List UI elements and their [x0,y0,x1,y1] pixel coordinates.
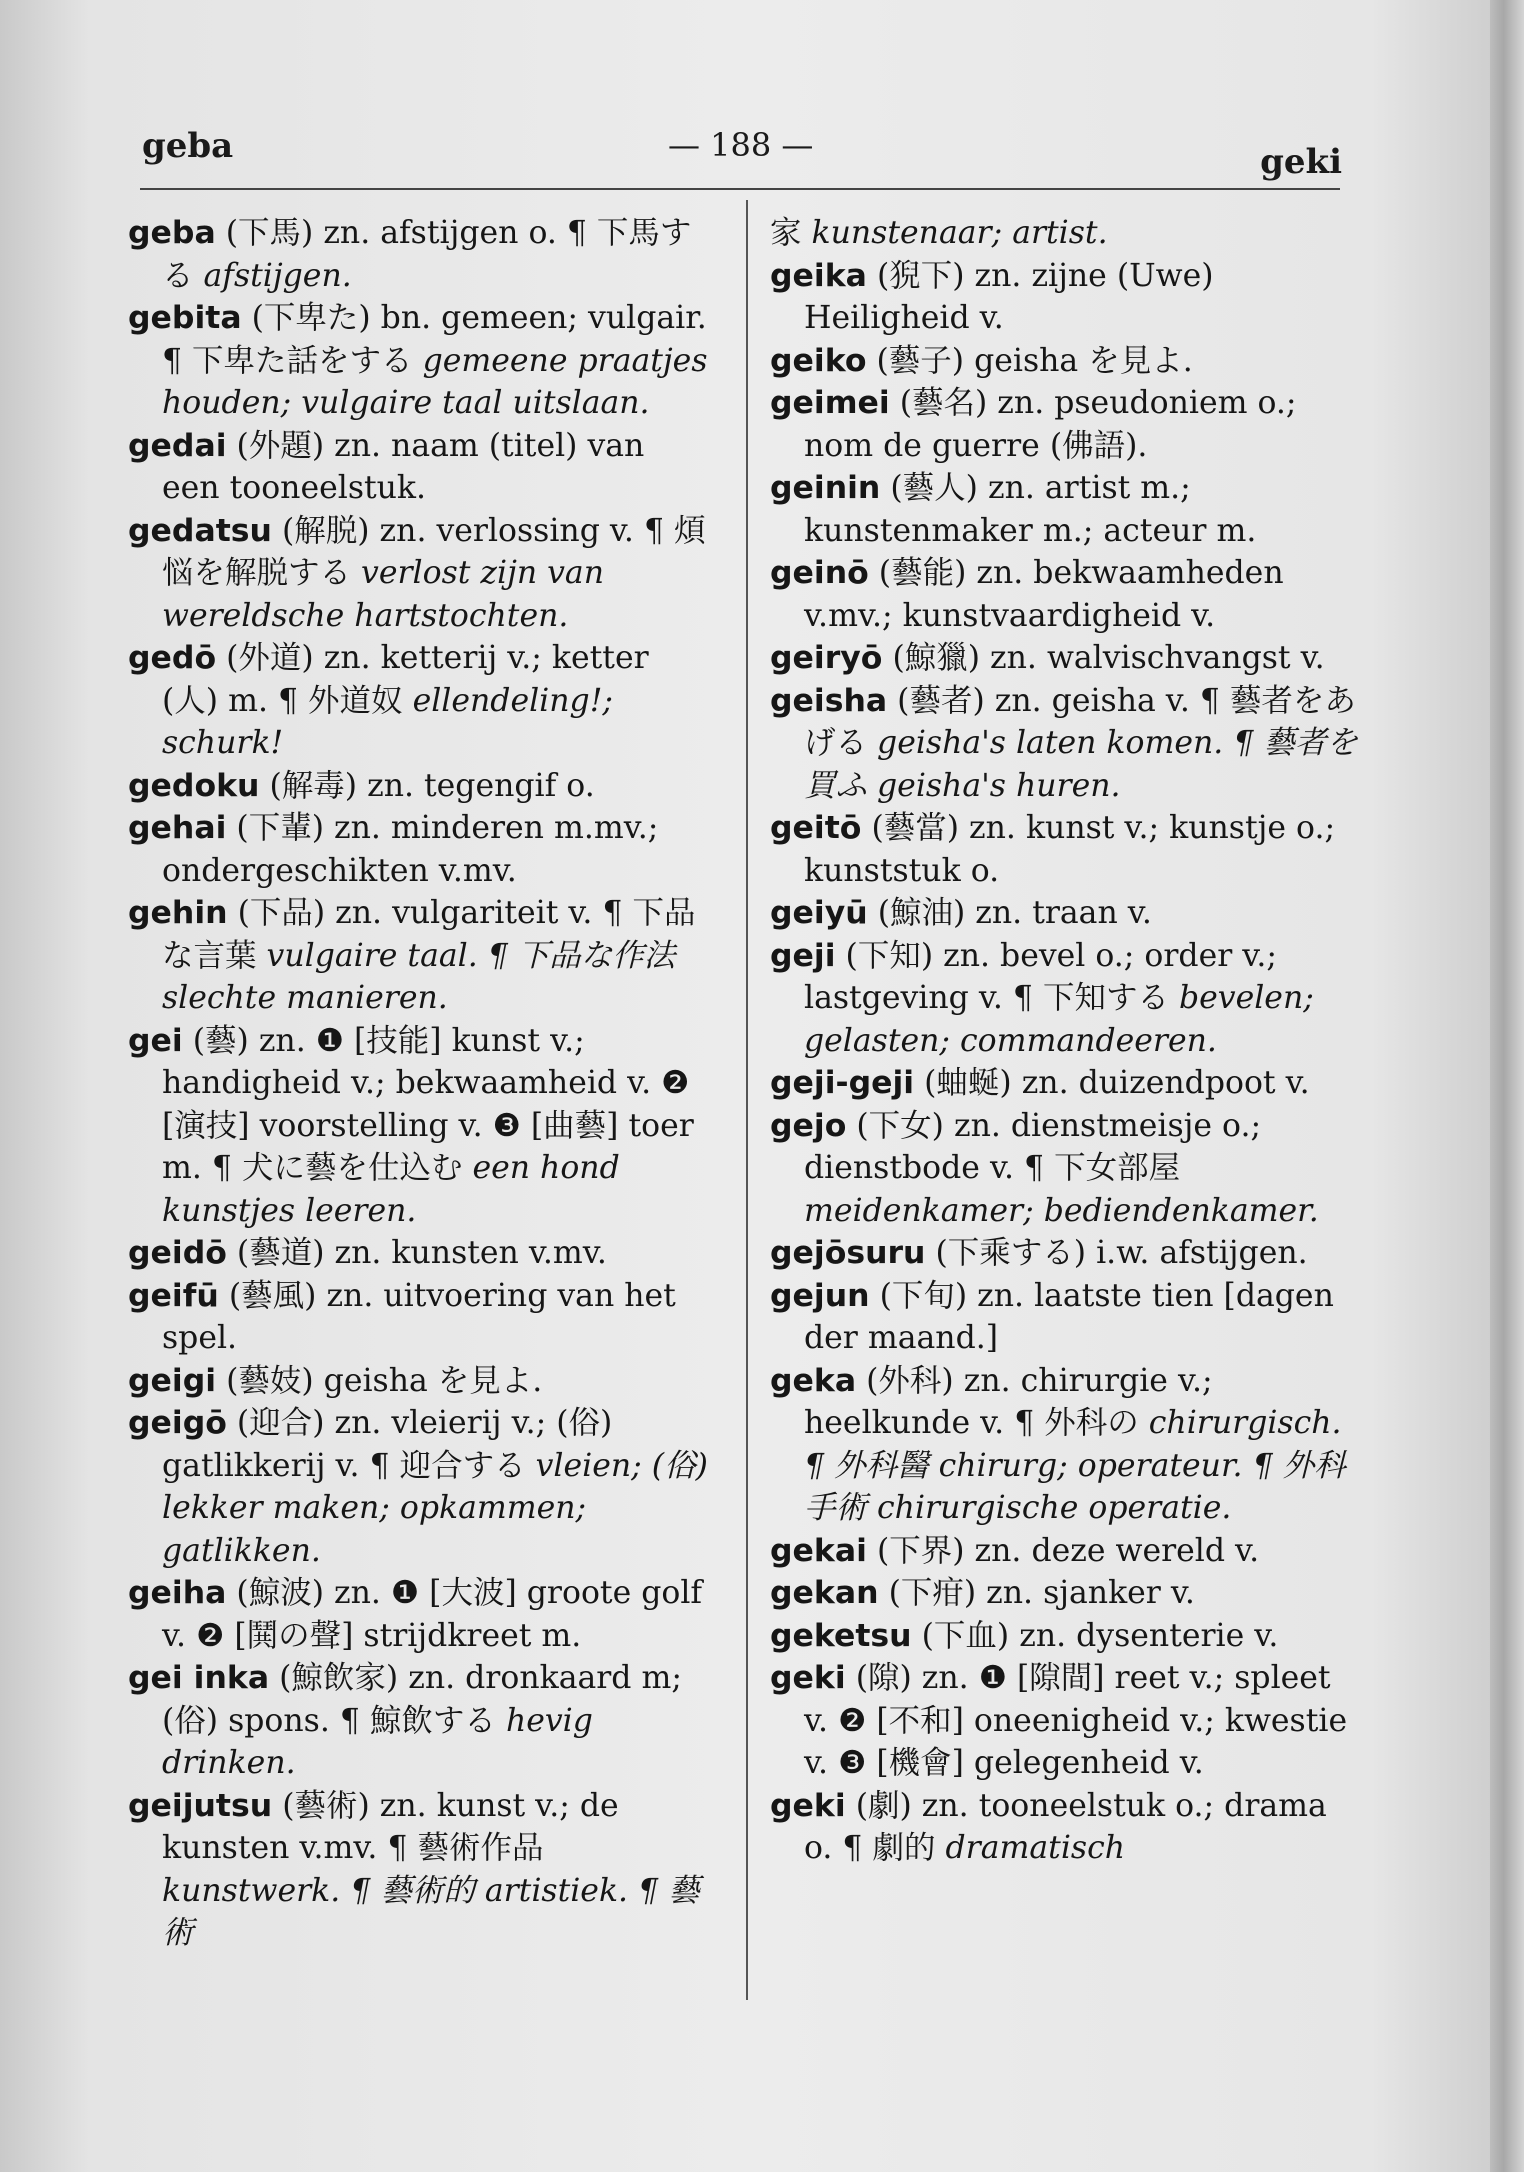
definition: (外道) zn. ketterij v.; ketter (人) m. ¶ 外道奴 [162,640,649,719]
dictionary-entry [770,935,1360,1063]
dictionary-entry [770,255,1360,340]
headword: gedatsu [128,512,272,549]
headword: geji-geji [770,1065,915,1101]
dictionary-entry [128,425,708,510]
headword: gehai [128,810,227,846]
headword: gei [128,1022,183,1059]
page-number: — 188 — [668,126,814,164]
definition: (下乘する) i.w. afstijgen. [935,1235,1308,1271]
example-translation: afstijgen. [203,257,352,294]
definition: (下品) zn. vulgariteit v. ¶ 下品な言葉 [162,895,696,974]
definition: (下輩) zn. minderen m.mv.; ondergeschikten v.mv. [162,810,659,889]
dictionary-entry [128,212,708,297]
dictionary-entry [770,1232,1360,1275]
dictionary-entry [770,552,1360,637]
dictionary-entry [128,1572,708,1657]
definition: 家 [770,215,802,251]
headword: geigi [128,1362,217,1399]
definition: (下血) zn. dysenterie v. [921,1617,1279,1654]
headword: geimei [770,385,890,421]
definition: (鯨波) zn. ❶ [大波] groote golf v. ❷ [鬨の聲] strijdkreet m. [162,1575,703,1654]
page-header [0,122,1490,182]
definition: (下卑た) bn. gemeen; vulgair. ¶ 下卑た話をする [162,300,707,379]
example-translation: bevelen; gelasten; commandeeren. [804,980,1314,1059]
dictionary-entry [128,1232,708,1275]
headword: geidō [128,1235,227,1271]
example-translation: verlost zijn van wereldsche hartstochten. [162,555,605,634]
headword: geika [770,257,867,294]
header-first-word: geba [142,126,234,166]
definition: (外科) zn. chirurgie v.; heelkunde v. ¶ 外科の [804,1362,1213,1441]
page-edge [1490,0,1524,2172]
headword: gehin [128,895,228,931]
dictionary-entry [128,1785,708,1955]
dictionary-entry [128,892,708,1020]
dictionary-entry [128,807,708,892]
headword: geki [770,1787,846,1824]
headword: geketsu [770,1617,912,1654]
headword: geki [770,1660,846,1696]
headword: gekai [770,1532,867,1569]
definition: (藝風) zn. uitvoering van het spel. [162,1277,676,1356]
example-translation: een hond kunstjes leeren. [162,1150,620,1229]
dictionary-entry [128,765,708,808]
dictionary-entry [770,1360,1360,1530]
headword: gedoku [128,767,260,804]
dictionary-entry [128,510,708,638]
example-translation: hevig drinken. [162,1702,593,1781]
definition: (劇) zn. tooneelstuk o.; drama o. ¶ 劇的 [804,1787,1327,1866]
dictionary-entry [770,892,1360,935]
definition: (迎合) zn. vleierij v.; (俗) gatlikkerij v. ¶ 迎合する [162,1405,613,1484]
headword: geinō [770,555,869,591]
example-translation: vulgaire taal. ¶ 下品な作法 slechte manieren. [162,937,676,1016]
dictionary-entry [770,1657,1360,1785]
definition: (藝者) zn. geisha v. ¶ 藝者をあげる [804,682,1356,761]
definition: (隙) zn. ❶ [隙間] reet v.; spleet v. ❷ [不和] oneenigheid v.; kwestie v. ❸ [機會] gelegenheid v. [804,1660,1348,1781]
dictionary-entry [128,1360,708,1403]
headword: geba [128,215,216,251]
headword: geisha [770,682,888,719]
definition: (下疳) zn. sjanker v. [888,1575,1195,1611]
definition: (藝子) geisha を見よ. [876,342,1193,379]
right-column [770,212,1360,1870]
definition: (下界) zn. deze wereld v. [876,1532,1260,1569]
dictionary-entry [770,807,1360,892]
dictionary-entry [770,382,1360,467]
dictionary-entry [770,1572,1360,1615]
headword: gedai [128,427,227,464]
definition: (鯨獵) zn. walvischvangst v. [892,640,1325,676]
headword: gekan [770,1575,879,1611]
definition: (解毒) zn. tegengif o. [269,767,595,804]
definition: (下旬) zn. laatste tien [dagen der maand.] [804,1277,1334,1356]
header-last-word: geki [1260,142,1342,182]
definition: (下馬) zn. afstijgen o. ¶ 下馬する [162,215,692,294]
dictionary-entry [128,1657,708,1785]
definition: (下知) zn. bevel o.; order v.; lastgeving v. ¶ 下知する [804,937,1277,1016]
example-translation: chirurgisch. ¶ 外科醫 chirurg; operateur. ¶ 外科手術 chirurgische operatie. [804,1405,1346,1526]
headword: gebita [128,300,242,336]
definition: (解脱) zn. verlossing v. ¶ 煩悩を解脱する [162,512,706,591]
headword: gei inka [128,1660,270,1696]
definition: (藝當) zn. kunst v.; kunstje o.; kunststuk o. [804,810,1336,889]
dictionary-entry [128,1020,708,1233]
headword: geiryō [770,640,883,676]
definition: (猊下) zn. zijne (Uwe) Heiligheid v. [804,257,1214,336]
headword: geifū [128,1277,219,1314]
headword: geigō [128,1405,227,1441]
headword: gedō [128,640,217,676]
example-translation: vleien; (俗) lekker maken; opkammen; gatlikken. [162,1447,708,1569]
headword: geiko [770,342,867,379]
dictionary-entry [770,680,1360,808]
example-translation: ellendeling!; schurk! [162,682,613,761]
headword: geijutsu [128,1787,273,1824]
headword: geiha [128,1575,227,1611]
definition: (下女) zn. dienstmeisje o.; dienstbode v. ¶ 下女部屋 [804,1107,1262,1186]
example-translation: kunstwerk. ¶ 藝術的 artistiek. ¶ 藝術 [162,1872,700,1951]
headword: geji [770,937,836,974]
dictionary-entry [770,1530,1360,1573]
definition: (鯨油) zn. traan v. [877,895,1152,931]
dictionary-entry [770,1062,1360,1105]
example-translation: meidenkamer; bediendenkamer. [804,1192,1319,1229]
dictionary-entry [770,467,1360,552]
example-translation: dramatisch [945,1830,1125,1866]
definition: (藝人) zn. artist m.; kunstenmaker m.; acteur m. [804,470,1257,549]
headword: gejun [770,1277,870,1314]
dictionary-entry [128,1275,708,1360]
example-translation: geisha's laten komen. ¶ 藝者を買ふ geisha's huren. [804,725,1358,804]
definition: (藝名) zn. pseudoniem o.; nom de guerre (佛語). [804,385,1297,464]
example-translation: kunstenaar; artist. [811,215,1108,251]
definition: (蚰蜒) zn. duizendpoot v. [924,1065,1310,1101]
definition: (藝能) zn. bekwaamheden v.mv.; kunstvaardigheid v. [804,555,1284,634]
dictionary-entry [770,1615,1360,1658]
headword: gejōsuru [770,1235,926,1271]
dictionary-entry [770,340,1360,383]
headword: gejo [770,1107,847,1144]
dictionary-entry [770,1275,1360,1360]
column-divider [746,200,748,2000]
definition: (藝術) zn. kunst v.; de kunsten v.mv. ¶ 藝術作品 [162,1787,619,1866]
headword: geitō [770,810,862,846]
headword: geiyū [770,895,868,931]
dictionary-entry [128,637,708,765]
headword: geka [770,1362,857,1399]
dictionary-entry [770,1105,1360,1233]
dictionary-entry [770,637,1360,680]
dictionary-entry [770,1785,1360,1870]
dictionary-entry [128,297,708,425]
headword: geinin [770,470,881,506]
definition: (鯨飲家) zn. dronkaard m; (俗) spons. ¶ 鯨飲する [162,1660,682,1739]
example-translation: gemeene praatjes houden; vulgaire taal uitslaan. [162,342,708,421]
dictionary-entry [128,1402,708,1572]
definition: (藝妓) geisha を見よ. [226,1362,543,1399]
dictionary-entry [770,212,1360,255]
header-rule [140,188,1340,190]
left-column [128,212,708,1955]
definition: (外題) zn. naam (titel) van een tooneelstuk. [162,427,645,506]
definition: (藝道) zn. kunsten v.mv. [236,1235,607,1271]
definition: (藝) zn. ❶ [技能] kunst v.; handigheid v.; bekwaamheid v. ❷ [演技] voorstelling v. ❸ [曲藝] toer m. ¶ 犬に藝を仕込む [162,1022,694,1186]
